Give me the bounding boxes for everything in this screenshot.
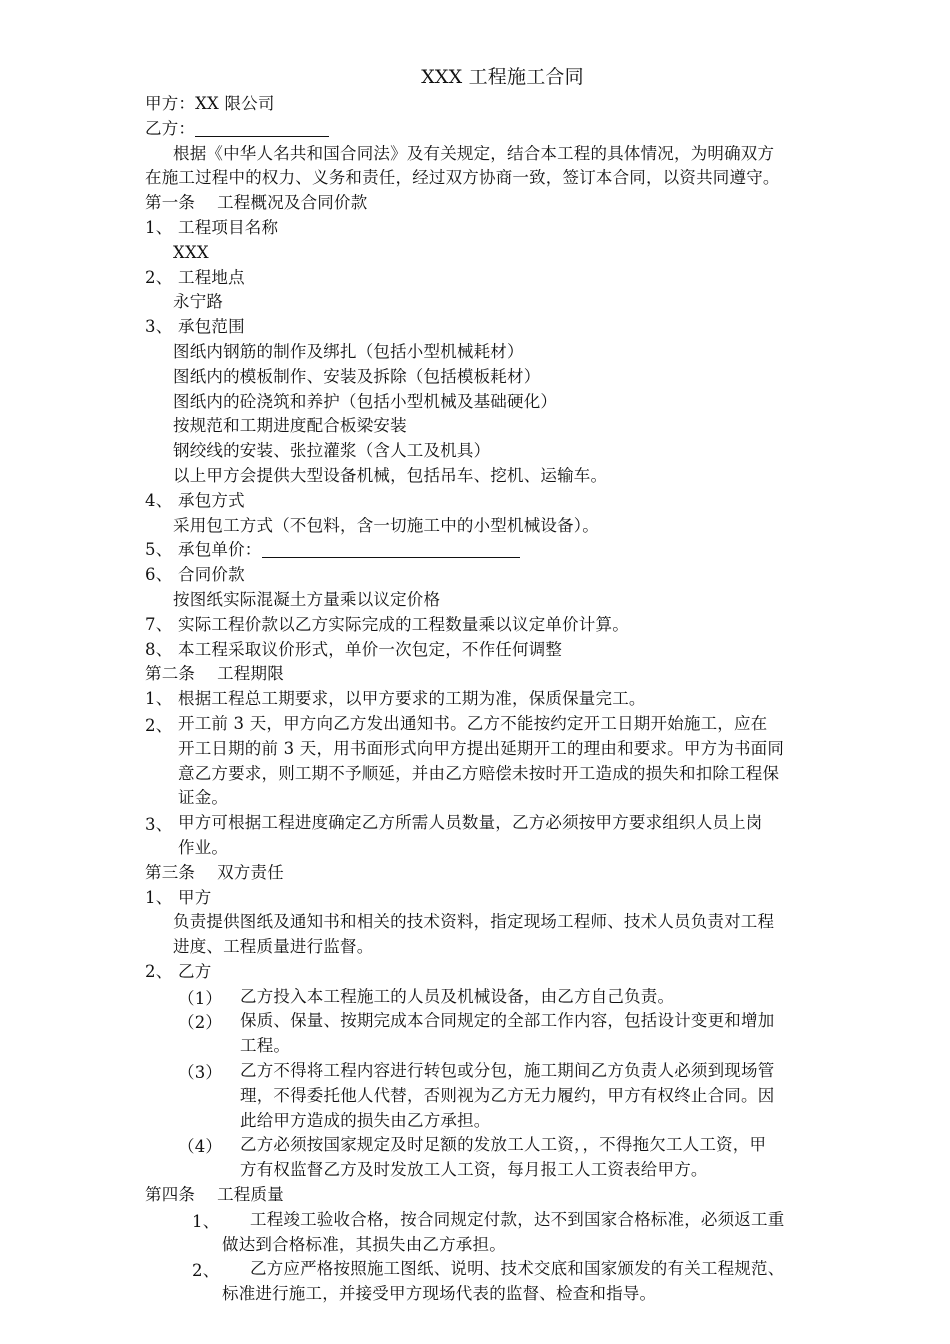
sub-text-line: 方有权监督乙方及时发放工人工资，每月报工人工资表给甲方。 [240,1160,708,1180]
sub-text-line: 工程。 [240,1036,291,1056]
item-text-line: 作业。 [178,837,229,857]
sub-number: （2） [178,1013,223,1033]
art1-item-7 [145,613,890,638]
item-label: 甲方 [178,887,212,907]
article-2-heading [145,662,890,687]
document-title: XXX 工程施工合同 [421,66,584,88]
item-text-line: 意乙方要求，则工期不予顺延，并由乙方赔偿未按时开工造成的损失和扣除工程保 [178,763,780,783]
item-number: 1、 [145,887,173,907]
article-2-title: 工程期限 [217,664,284,684]
scope-line: 按规范和工期进度配合板梁安装 [173,416,407,436]
party-a-duty-line: 进度、工程质量进行监督。 [173,937,374,957]
article-3-title: 双方责任 [217,862,284,882]
contract-price-value: 按图纸实际混凝土方量乘以议定价格 [173,589,441,609]
item-number: 1、 [145,217,173,237]
art1-item-1 [145,216,890,241]
article-4-heading [145,1183,890,1208]
item-number: 8、 [145,639,173,659]
sub-text-line: 理，不得委托他人代替，否则视为乙方无力履约，甲方有权终止合同。因 [240,1085,775,1105]
item-text-line: 甲方可根据工程进度确定乙方所需人员数量，乙方必须按甲方要求组织人员上岗 [178,813,763,833]
sub-text-line: 保质、保量、按期完成本合同规定的全部工作内容，包括设计变更和增加 [240,1011,775,1031]
item-number: 3、 [145,317,173,337]
art1-item-4 [145,489,890,514]
article-3-number: 第三条 [145,862,196,882]
item-label: 承包方式 [178,490,245,510]
item-text-line: 证金。 [178,788,229,808]
art3-party-a [145,886,890,911]
item-label: 承包单价： [178,540,262,560]
sub-number: （1） [178,988,223,1008]
item-number: 2、 [145,267,173,287]
party-b-duty-1 [145,985,890,1010]
art1-item-3 [145,315,890,340]
sub-text-line: 乙方投入本工程施工的人员及机械设备，由乙方自己负责。 [240,986,675,1006]
art2-item-1 [145,687,890,712]
intro-line-1: 根据《中华人名共和国合同法》及有关规定，结合本工程的具体情况，为明确双方 [173,143,775,163]
article-4-number: 第四条 [145,1185,196,1205]
item-label: 乙方 [178,961,212,981]
item-label: 工程项目名称 [178,217,279,237]
party-b-blank [195,118,329,137]
sub-number: （3） [178,1063,223,1083]
item-number: 5、 [145,540,173,560]
sub-number: （4） [178,1137,223,1157]
item-number: 1、 [145,689,173,709]
item-number: 2、 [145,715,173,735]
unit-price-blank [262,539,520,558]
scope-line: 图纸内钢筋的制作及绑扎（包括小型机械耗材） [173,341,524,361]
article-3-heading [145,861,890,886]
article-2-number: 第二条 [145,664,196,684]
intro-line-2: 在施工过程中的权力、义务和责任，经过双方协商一致，签订本合同，以资共同遵守。 [145,168,780,188]
party-b-label: 乙方： [145,118,196,138]
party-a-duty-line: 负责提供图纸及通知书和相关的技术资料，指定现场工程师、技术人员负责对工程 [173,912,775,932]
item-number: 4、 [145,490,173,510]
item-number: 6、 [145,565,173,585]
scope-line: 图纸内的砼浇筑和养护（包括小型机械及基础硬化） [173,391,558,411]
scope-line: 钢绞线的安装、张拉灌浆（含人工及机具） [173,441,491,461]
quality-item-1 [145,1208,890,1258]
scope-line: 以上甲方会提供大型设备机械，包括吊车、挖机、运输车。 [173,465,608,485]
quality-item-2 [145,1257,890,1307]
item-text: 本工程采取议价形式，单价一次包定，不作任何调整 [178,639,563,659]
article-1-title: 工程概况及合同价款 [217,193,368,213]
sub-text-line: 工程竣工验收合格，按合同规定付款，达不到国家合格标准，必须返工重 [250,1209,785,1229]
item-text-line: 开工日期的前 3 天，用书面形式向甲方提出延期开工的理由和要求。甲方为书面同 [178,738,785,758]
sub-text-line: 乙方必须按国家规定及时足额的发放工人工资，，不得拖欠工人工资，甲 [240,1135,767,1155]
party-a-line: 甲方：XX 限公司 [145,94,275,113]
party-b-duty-2 [145,1009,890,1059]
art1-item-6 [145,563,890,588]
item-number: 7、 [145,614,173,634]
sub-text-line: 乙方不得将工程内容进行转包或分包，施工期间乙方负责人必须到现场管 [240,1061,775,1081]
scope-line: 图纸内的模板制作、安装及拆除（包括模板耗材） [173,366,541,386]
art2-item-2 [145,712,890,811]
item-label: 合同价款 [178,565,245,585]
project-location-value: 永宁路 [173,292,224,312]
art2-item-3 [145,811,890,861]
contract-mode-value: 采用包工方式（不包料，含一切施工中的小型机械设备）。 [173,515,599,535]
sub-text-line: 做达到合格标准，其损失由乙方承担。 [222,1234,506,1254]
item-number: 2、 [145,961,173,981]
party-b-line [145,117,890,142]
sub-text-line: 此给甲方造成的损失由乙方承担。 [240,1110,491,1130]
art1-item-2 [145,266,890,291]
sub-text-line: 乙方应严格按照施工图纸、说明、技术交底和国家颁发的有关工程规范、 [250,1259,785,1279]
project-name-value: XXX [173,242,209,262]
item-text-line: 开工前 3 天，甲方向乙方发出通知书。乙方不能按约定开工日期开始施工，应在 [178,713,768,733]
item-label: 工程地点 [178,267,245,287]
art1-item-5 [145,538,890,563]
item-text: 根据工程总工期要求，以甲方要求的工期为准，保质保量完工。 [178,689,646,709]
sub-number: 2、 [192,1261,220,1281]
sub-text-line: 标准进行施工，并接受甲方现场代表的监督、检查和指导。 [222,1284,657,1304]
item-number: 3、 [145,815,173,835]
art3-party-b [145,960,890,985]
art1-item-8 [145,638,890,663]
article-4-title: 工程质量 [217,1185,284,1205]
party-b-duty-3 [145,1059,890,1133]
sub-number: 1、 [192,1211,220,1231]
item-text: 实际工程价款以乙方实际完成的工程数量乘以议定单价计算。 [178,614,629,634]
party-b-duty-4 [145,1133,890,1183]
article-1-number: 第一条 [145,193,196,213]
article-1-heading [145,191,890,216]
item-label: 承包范围 [178,317,245,337]
